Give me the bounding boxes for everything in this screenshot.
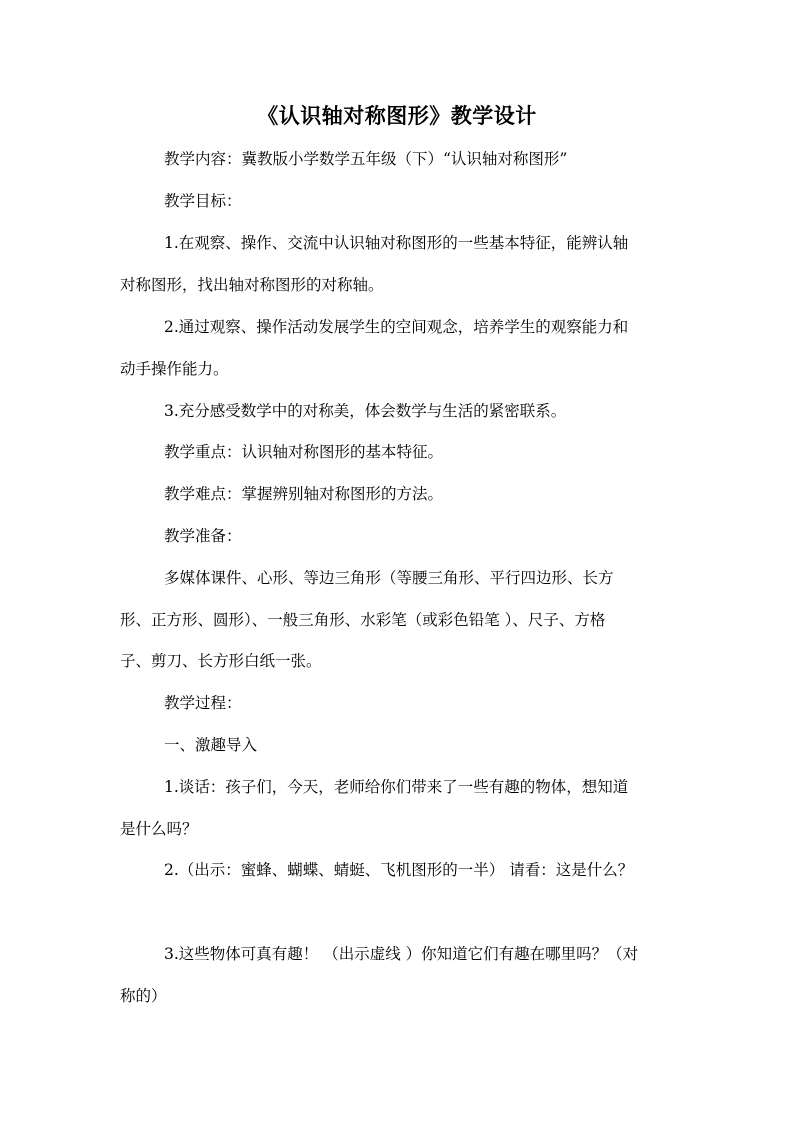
step-1-line-1: 1.谈话：孩子们，今天，老师给你们带来了一些有趣的物体，想知道: [164, 778, 629, 796]
preparation-heading: 教学准备：: [164, 527, 242, 545]
goal-2-line-2: 动手操作能力。: [120, 360, 229, 378]
teaching-goals-heading: 教学目标：: [164, 192, 242, 210]
goal-1-line-1: 1.在观察、操作、交流中认识轴对称图形的一些基本特征，能辨认轴: [164, 234, 629, 252]
goal-1-line-2: 对称图形，找出轴对称图形的对称轴。: [120, 276, 384, 294]
step-1-line-2: 是什么吗？: [120, 820, 198, 838]
preparation-line-2: 形、正方形、圆形）、一般三角形、水彩笔（或彩色铅笔 ）、尺子、方格: [120, 611, 606, 629]
difficult-point-line: 教学难点：掌握辨别轴对称图形的方法。: [164, 485, 444, 503]
process-heading: 教学过程：: [164, 694, 242, 712]
key-point-line: 教学重点：认识轴对称图形的基本特征。: [164, 443, 444, 461]
step-3-line-1: 3.这些物体可真有趣！ （出示虚线 ）你知道它们有趣在哪里吗？（对: [164, 945, 639, 963]
preparation-line-1: 多媒体课件、心形、等边三角形（等腰三角形、平行四边形、长方: [164, 569, 614, 587]
teaching-content-line: 教学内容：冀教版小学数学五年级（下）“认识轴对称图形”: [164, 150, 568, 168]
step-2-line: 2.（出示：蜜蜂、蝴蝶、蜻蜓、飞机图形的一半） 请看：这是什么？: [164, 861, 634, 879]
goal-3-line: 3.充分感受数学中的对称美，体会数学与生活的紧密联系。: [164, 402, 567, 420]
document-title: 《认识轴对称图形》教学设计: [257, 103, 537, 128]
goal-2-line-1: 2.通过观察、操作活动发展学生的空间观念，培养学生的观察能力和: [164, 318, 629, 336]
preparation-line-3: 子、剪刀、长方形白纸一张。: [120, 652, 322, 670]
section-1-heading: 一、激趣导入: [164, 736, 258, 754]
step-3-line-2: 称的）: [120, 987, 167, 1005]
